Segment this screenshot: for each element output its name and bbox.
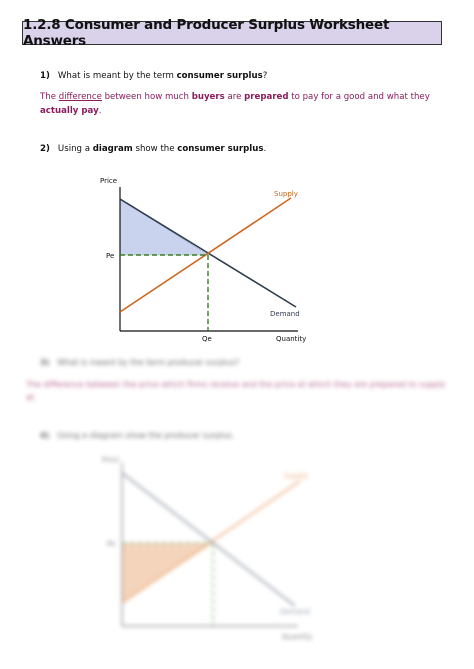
x-axis-label: Quantity — [282, 633, 313, 641]
question-2-term: consumer surplus — [177, 144, 264, 154]
question-2-diagram: diagram — [92, 144, 133, 154]
answer-1-difference: difference — [58, 92, 102, 102]
answer-1-part: . — [98, 106, 102, 116]
x-axis-label: Quantity — [276, 335, 307, 343]
question-3 — [40, 358, 239, 367]
quantity-equilibrium-label: Qe — [202, 335, 212, 343]
question-1 — [40, 71, 267, 81]
question-4-number: 4) — [40, 431, 50, 440]
question-1-term: consumer surplus — [176, 71, 263, 81]
question-1-number: 1) — [40, 71, 50, 81]
y-axis-label: Price — [100, 177, 118, 185]
supply-label: Supply — [274, 190, 298, 198]
question-1-text: What is meant by the term — [57, 71, 177, 81]
question-2-text: Using a — [57, 144, 93, 154]
question-4-text: Using a diagram show the producer surplus. — [57, 431, 235, 440]
question-3-number: 3) — [40, 358, 50, 367]
answer-1-part: are — [224, 92, 245, 102]
question-2-number: 2) — [40, 144, 50, 154]
question-1-end: ? — [262, 71, 268, 81]
question-3-text: What is meant by the term producer surplus? — [57, 358, 240, 367]
supply-label: Supply — [284, 472, 308, 480]
answer-3: The difference between the price which firms receive and the price at which they are prepared to supply at. — [26, 380, 446, 402]
question-4 — [40, 431, 234, 440]
consumer-surplus-diagram — [90, 168, 320, 350]
answer-1-prepared: prepared — [244, 92, 289, 102]
blurred-preview — [0, 348, 474, 669]
page-title: 1.2.8 Consumer and Producer Surplus Worksheet Answers — [23, 17, 390, 49]
question-2-text: show the — [132, 144, 178, 154]
demand-label: Demand — [280, 608, 310, 616]
price-equilibrium-label: Pe — [106, 252, 115, 260]
question-2 — [40, 144, 266, 154]
answer-1-part: between how much — [101, 92, 192, 102]
answer-1-actually-pay: actually pay — [40, 106, 99, 116]
producer-surplus-diagram — [90, 448, 320, 668]
answer-1-part: The — [40, 92, 59, 102]
question-2-end: . — [263, 144, 267, 154]
answer-1-part: to pay for a good and what they — [288, 92, 430, 102]
price-equilibrium-label: Pe — [107, 540, 116, 548]
answer-1 — [40, 90, 450, 118]
demand-label: Demand — [270, 310, 300, 318]
title-banner — [22, 17, 442, 49]
answer-1-buyers: buyers — [191, 92, 225, 102]
y-axis-label: Price — [102, 456, 120, 464]
